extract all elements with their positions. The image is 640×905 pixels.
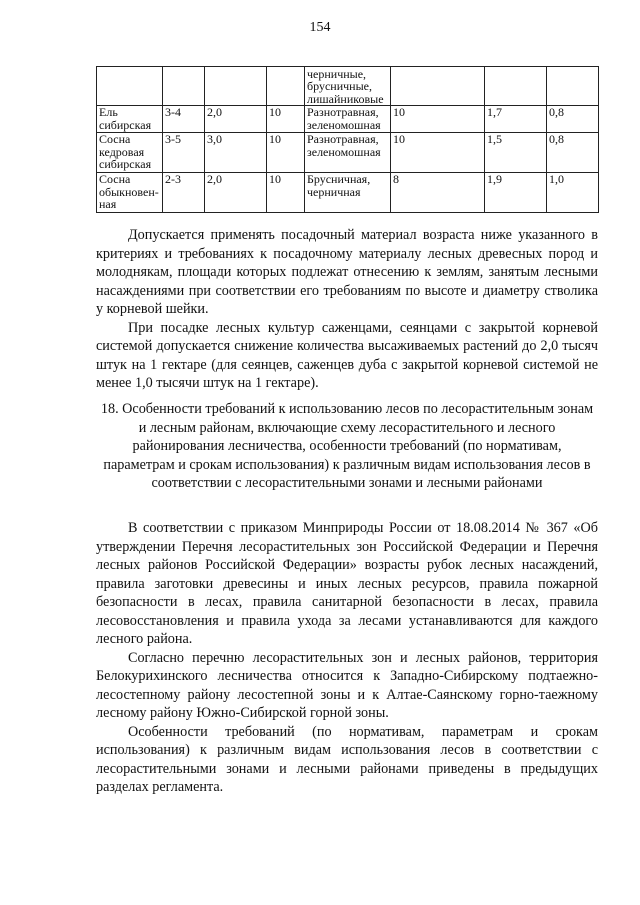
page-number: 154 [309,20,331,35]
paragraph: При посадке лесных культур саженцами, сеянцами с закрытой корневой системой допускается снижение количества высаживаемых растений до 2,0 тысяч штук на 1 гектаре (для сеянцев, саженцев дуба с закрытой корневой системой не менее 1,0 тысячи штук на 1 гектаре). [96,319,598,391]
table-row [97,173,599,213]
table-cell: 2-3 [163,173,205,213]
table-cell [163,67,205,106]
table-cell: 0,8 [547,106,599,133]
table-row [97,106,599,133]
table-cell: Разнотравная, зеленомошная [305,133,391,173]
table-cell: 10 [391,106,485,133]
table-cell: 8 [391,173,485,213]
table-row [97,67,599,106]
table-cell: 1,7 [485,106,547,133]
table-cell: 3,0 [205,133,267,173]
table-cell: 3-5 [163,133,205,173]
species-table [96,66,599,213]
table-cell: 0,8 [547,133,599,173]
table-cell: 2,0 [205,106,267,133]
table-cell: 3-4 [163,106,205,133]
paragraph: Допускается применять посадочный материал возраста ниже указанного в критериях и требованиях к посадочному материалу лесных древесных пород и молоднякам, площади которых подлежат отнесению к землям, занятым лесными насаждениями при соответствии его требованиям по высоте и диаметру стволика у корневой шейки. [96,227,598,317]
table-cell: 10 [391,133,485,173]
table-cell: 1,0 [547,173,599,213]
table-cell [267,67,305,106]
table-cell: черничные, брусничные, лишайниковые [305,67,391,106]
table-cell: Сосна кедровая сибирская [97,133,163,173]
table-cell: Разнотравная, зеленомошная [305,106,391,133]
table-cell: 1,9 [485,173,547,213]
table-cell: Сосна обыкновен-ная [97,173,163,213]
section-title: 18. Особенности требований к использованию лесов по лесорастительным зонам и лесным районам, включающие схему лесорастительного и лесного районирования лесничества, особенности требований (по нормативам, параметрам и срокам использования) к различным видам использования лесов в соответствии с лесорастительными зонами и лесными районами [100,401,594,491]
paragraph: Особенности требований (по нормативам, параметрам и срокам использования) к различным видам использования лесов в соответствии с лесорастительными зонами и лесными районами приведены в предыдущих разделах регламента. [96,723,598,795]
table-row [97,133,599,173]
body-block-2 [96,519,598,797]
paragraph: В соответствии с приказом Минприроды России от 18.08.2014 № 367 «Об утверждении Перечня лесорастительных зон Российской Федерации и Перечня лесных районов Российской Федерации» возрасты рубок лесных насаждений, правила заготовки древесины и иных лесных ресурсов, правила пожарной безопасности в лесах, правила санитарной безопасности в лесах, правила лесовосстановления и правила ухода за лесами устанавливаются для каждого лесного района. [96,520,598,647]
table-cell [485,67,547,106]
table-cell [547,67,599,106]
table-cell [97,67,163,106]
table-cell [205,67,267,106]
body-block-1 [96,226,598,393]
table-cell [391,67,485,106]
table-cell: 10 [267,133,305,173]
table-cell: 1,5 [485,133,547,173]
table-cell: Ель сибирская [97,106,163,133]
section-heading [96,400,598,493]
table-cell: 10 [267,106,305,133]
table-cell: 10 [267,173,305,213]
table-cell: Брусничная, черничная [305,173,391,213]
table-cell: 2,0 [205,173,267,213]
paragraph: Согласно перечню лесорастительных зон и лесных районов, территория Белокурихинского лесничества относится к Западно-Сибирскому подтаежно-лесостепному району лесостепной зоны и к Алтае-Саянскому горно-таежному лесному району Южно-Сибирской горной зоны. [96,649,598,721]
